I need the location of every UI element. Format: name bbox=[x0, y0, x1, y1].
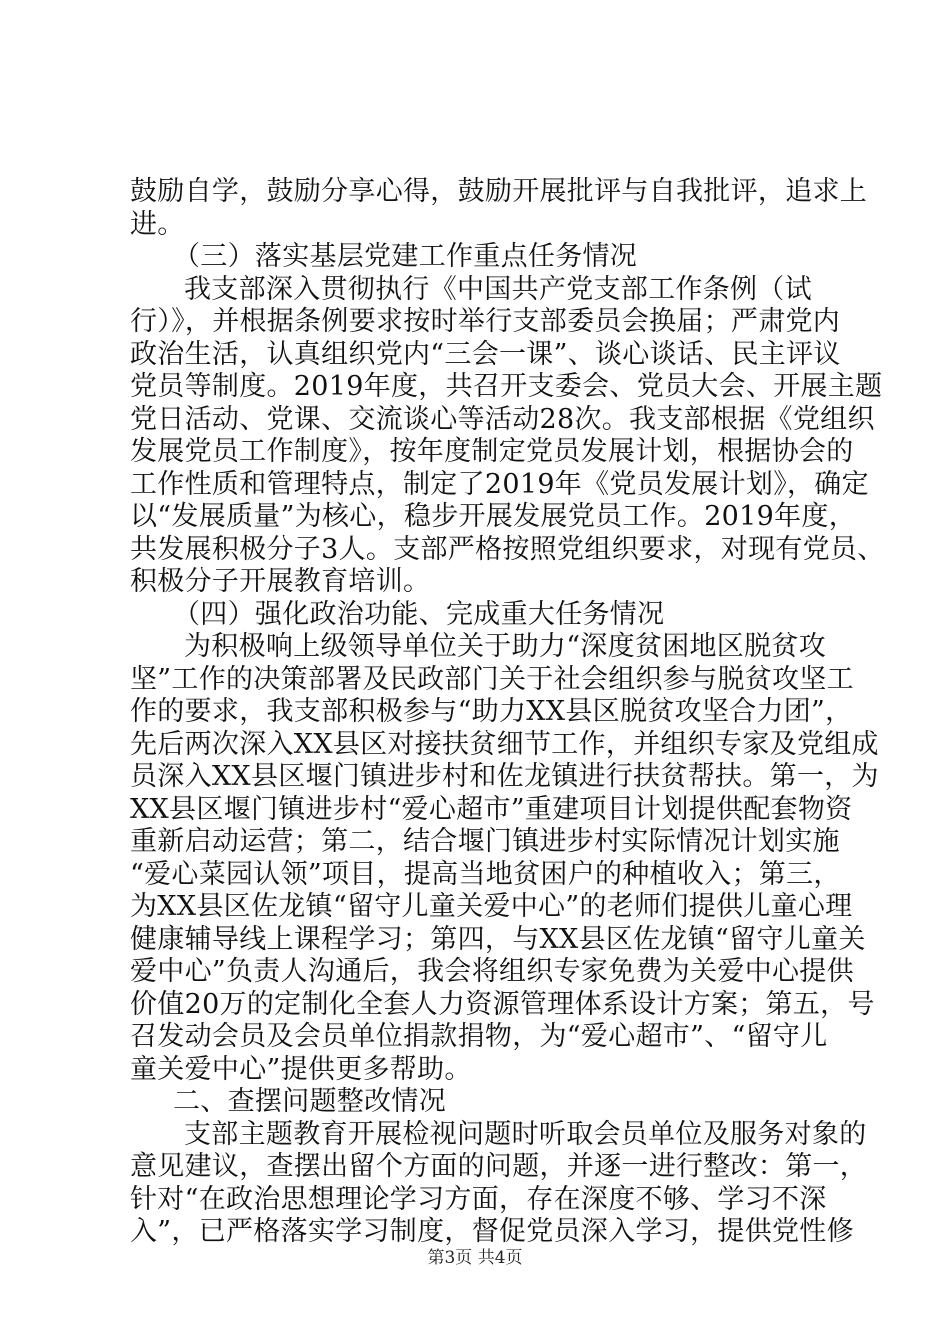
text-line-8: 党日活动、党课、交流谈心等活动28次。我支部根据《党组织 bbox=[130, 403, 875, 435]
text-line-6: 政治生活，认真组织党内“三会一课”、谈心谈话、民主评议 bbox=[130, 338, 841, 370]
text-line-16: 坚”工作的决策部署及民政部门关于社会组织参与脱贫攻坚工 bbox=[130, 663, 854, 695]
text-line-20: XX县区堰门镇进步村“爱心超市”重建项目计划提供配套物资 bbox=[130, 793, 853, 825]
text-line-28: 童关爱中心”提供更多帮助。 bbox=[130, 1053, 472, 1085]
page-footer: 第3页 共4页 bbox=[427, 1248, 523, 1268]
text-line-21: 重新启动运营；第二，结合堰门镇进步村实际情况计划实施 bbox=[130, 826, 840, 857]
text-line-30: 支部主题教育开展检视问题时听取会员单位及服务对象的 bbox=[184, 1118, 867, 1150]
text-line-9: 发展党员工作制度》，按年度制定党员发展计划，根据协会的 bbox=[130, 436, 854, 467]
text-line-2: 进。 bbox=[130, 208, 185, 240]
text-line-1: 鼓励自学，鼓励分享心得，鼓励开展批评与自我批评，追求上 bbox=[130, 176, 868, 207]
text-line-11: 以“发展质量”为核心，稳步开展发展党员工作。2019年度， bbox=[130, 501, 857, 532]
text-line-25: 爱中心”负责人沟通后，我会将组织专家免费为关爱中心提供 bbox=[130, 956, 854, 987]
text-line-17: 作的要求，我支部积极参与“助力XX县区脱贫攻坚合力团”， bbox=[130, 696, 853, 727]
text-line-18: 先后两次深入XX县区对接扶贫细节工作，并组织专家及党组成 bbox=[130, 728, 879, 760]
text-line-19: 员深入XX县区堰门镇进步村和佐龙镇进行扶贫帮扶。第一，为 bbox=[130, 761, 879, 792]
text-line-33: 入”，已严格落实学习制度，督促党员深入学习，提供党性修 bbox=[130, 1216, 854, 1247]
document-body bbox=[130, 176, 885, 1249]
section-heading-2: 二、查摆问题整改情况 bbox=[173, 1086, 446, 1117]
text-line-15: 为积极响上级领导单位关于助力“深度贫困地区脱贫攻 bbox=[184, 631, 827, 662]
text-line-31: 意见建议，查摆出留个方面的问题，并逐一进行整改：第一， bbox=[130, 1151, 868, 1182]
text-line-5: 行）》，并根据条例要求按时举行支部委员会换届；严肃党内 bbox=[130, 306, 841, 337]
text-line-13: 积极分子开展教育培训。 bbox=[130, 566, 431, 597]
text-line-7: 党员等制度。2019年度，共召开支委会、党员大会、开展主题 bbox=[130, 371, 883, 402]
text-line-27: 召发动会员及会员单位捐款捐物，为“爱心超市”、“留守儿 bbox=[130, 1021, 828, 1052]
text-line-24: 健康辅导线上课程学习；第四，与XX县区佐龙镇“留守儿童关 bbox=[130, 923, 866, 955]
text-line-4: 我支部深入贯彻执行《中国共产党支部工作条例（试 bbox=[184, 273, 812, 305]
text-line-32: 针对“在政治思想理论学习方面，存在深度不够、学习不深 bbox=[130, 1183, 827, 1215]
text-line-10: 工作性质和管理特点，制定了2019年《党员发展计划》，确定 bbox=[130, 468, 869, 500]
section-heading-3: （三）落实基层党建工作重点任务情况 bbox=[173, 241, 638, 272]
text-line-22: “爱心菜园认领”项目，提高当地贫困户的种植收入；第三， bbox=[130, 858, 841, 890]
text-line-23: 为XX县区佐龙镇“留守儿童关爱中心”的老师们提供儿童心理 bbox=[130, 891, 853, 922]
text-line-12: 共发展积极分子3人。支部严格按照党组织要求，对现有党员、 bbox=[130, 533, 885, 565]
section-heading-4: （四）强化政治功能、完成重大任务情况 bbox=[173, 598, 665, 630]
text-line-26: 价值20万的定制化全套人力资源管理体系设计方案；第五，号 bbox=[130, 988, 875, 1020]
